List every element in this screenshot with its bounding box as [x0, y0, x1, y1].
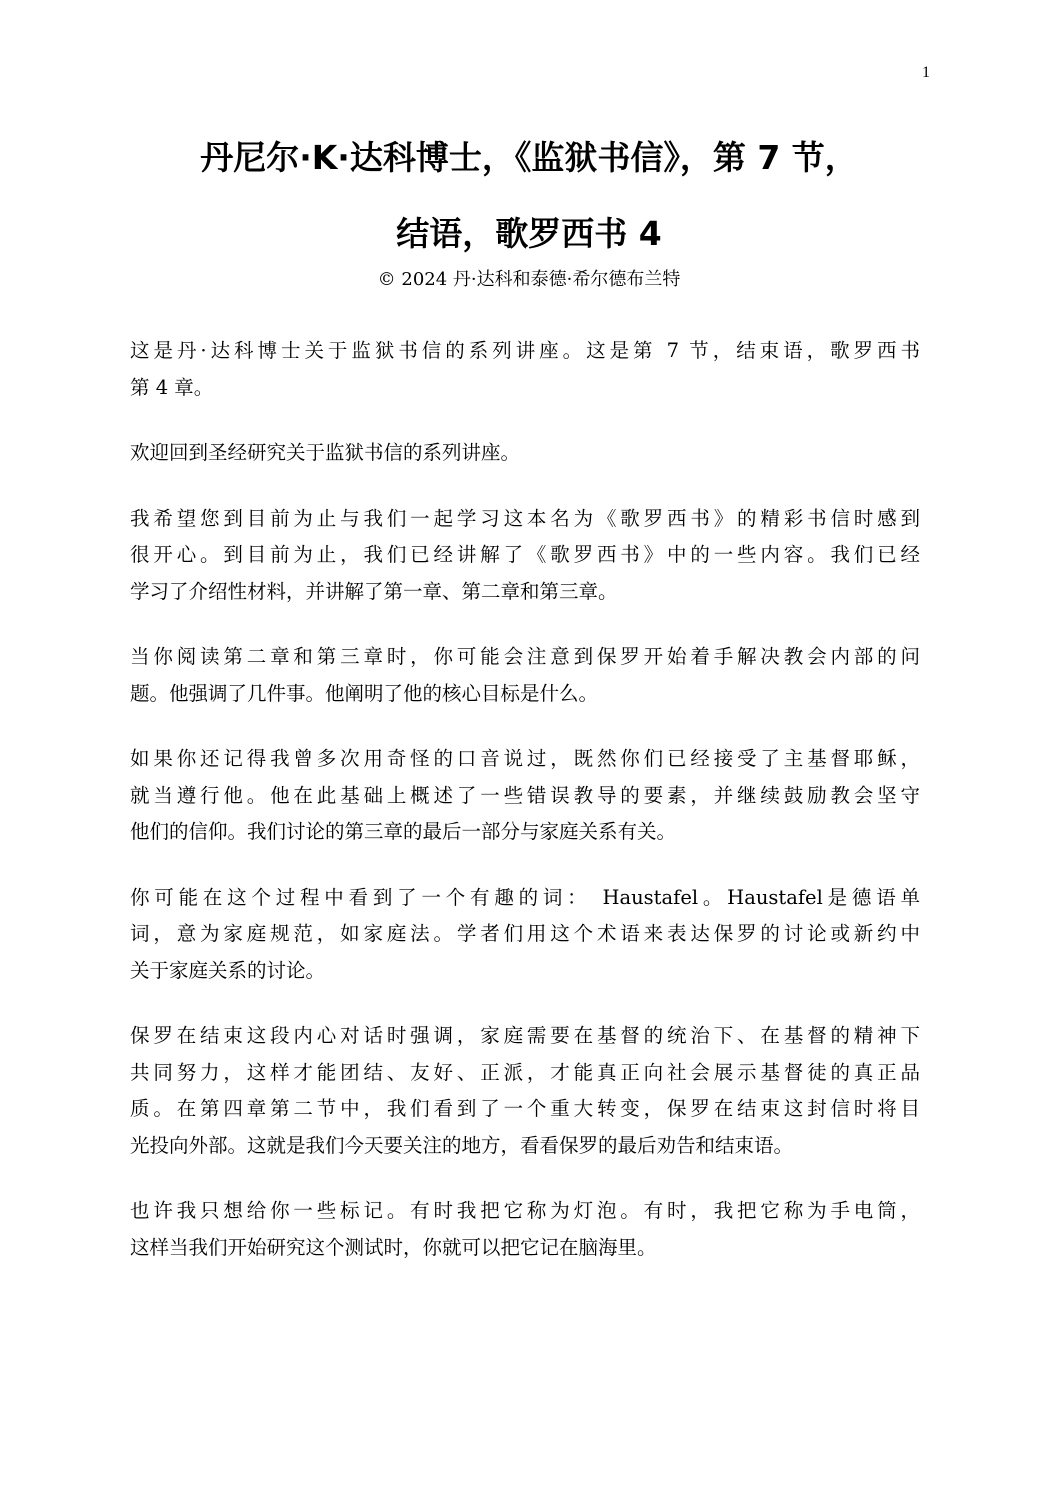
paragraph-line: 光投向外部。这就是我们今天要关注的地方，看看保罗的最后劝告和结束语。 [130, 1133, 794, 1157]
paragraph-line: 保罗在结束这段内心对话时强调，家庭需要在基督的统治下、在基督的精神下 [130, 1024, 920, 1047]
paragraph [130, 435, 920, 472]
title-line-1: 丹尼尔·K·达科博士，《监狱书信》，第 7 节， [200, 138, 858, 177]
paragraph-line: 他们的信仰。我们讨论的第三章的最后一部分与家庭关系有关。 [130, 820, 677, 843]
paragraph-line: 这样当我们开始研究这个测试时，你就可以把它记在脑海里。 [130, 1235, 657, 1259]
paragraph-line: 题。他强调了几件事。他阐明了他的核心目标是什么。 [130, 681, 599, 705]
paragraph-line: 这是丹·达科博士关于监狱书信的系列讲座。这是第 7 节，结束语，歌罗西书 [130, 339, 920, 362]
paragraph-line: 很开心。到目前为止，我们已经讲解了《歌罗西书》中的一些内容。我们已经 [130, 543, 920, 566]
paragraph-line: 当你阅读第二章和第三章时，你可能会注意到保罗开始着手解决教会内部的问 [130, 645, 920, 668]
paragraph-line: 词，意为家庭规范，如家庭法。学者们用这个术语来表达保罗的讨论或新约中 [130, 922, 920, 945]
paragraph-line: 欢迎回到圣经研究关于监狱书信的系列讲座。 [130, 441, 521, 464]
paragraph-line: 共同努力，这样才能团结、友好、正派，才能真正向社会展示基督徒的真正品 [130, 1060, 920, 1084]
paragraph [130, 1018, 920, 1164]
paragraph-line: 学习了介绍性材料，并讲解了第一章、第二章和第三章。 [130, 579, 618, 603]
copyright-notice: © 2024 丹·达科和泰德·希尔德布兰特 [377, 269, 681, 290]
paragraph-line: 质。在第四章第二节中，我们看到了一个重大转变，保罗在结束这封信时将目 [130, 1097, 920, 1120]
paragraph-line: 第 4 章。 [130, 375, 214, 399]
paragraph [130, 1193, 920, 1266]
paragraph [130, 880, 920, 990]
paragraph-line: 如果你还记得我曾多次用奇怪的口音说过，既然你们已经接受了主基督耶稣， [130, 747, 920, 770]
paragraph [130, 741, 920, 851]
paragraph-line: 我希望您到目前为止与我们一起学习这本名为《歌罗西书》的精彩书信时感到 [130, 506, 920, 530]
paragraph [130, 639, 920, 712]
title-line-2: 结语，歌罗西书 4 [396, 214, 662, 253]
paragraph [130, 333, 920, 406]
paragraph-line: 就当遵行他。他在此基础上概述了一些错误教导的要素，并继续鼓励教会坚守 [130, 783, 920, 807]
paragraph-line: 关于家庭关系的讨论。 [130, 958, 326, 982]
document-title [100, 138, 958, 254]
paragraph-line: 你可能在这个过程中看到了一个有趣的词： Haustafel。Haustafel是德语单 [130, 885, 920, 909]
page-number: 1 [922, 64, 930, 81]
paragraph-line: 也许我只想给你一些标记。有时我把它称为灯泡。有时，我把它称为手电筒， [130, 1199, 920, 1222]
document-body [130, 333, 920, 1295]
paragraph [130, 501, 920, 611]
